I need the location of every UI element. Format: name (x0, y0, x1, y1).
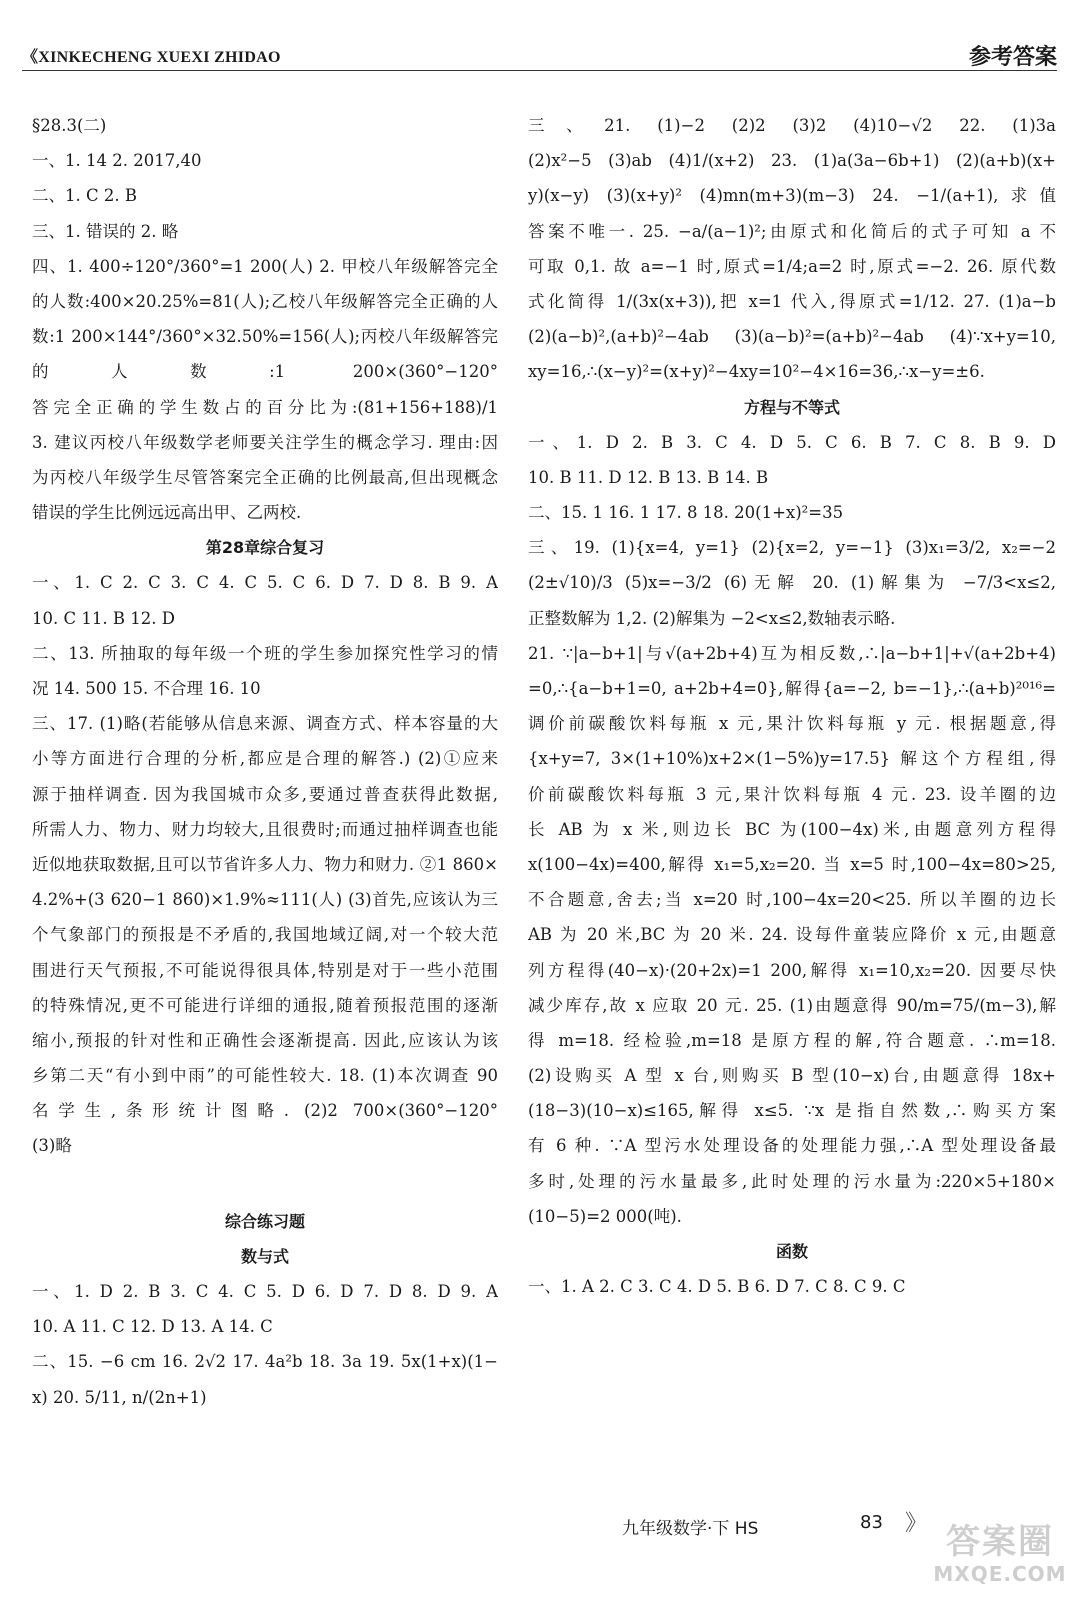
watermark (925, 1522, 1075, 1592)
answer-line: 答案不唯一. 25. −a/(a−1)²;由原式和化简后的式子可知 a 不 (528, 221, 1056, 241)
left-column (32, 108, 498, 1415)
answer-line: 长 AB 为 x 米,则边长 BC 为(100−4x)米,由题意列方程得 (528, 819, 1056, 839)
header-divider (22, 70, 1057, 71)
answer-line: 四、1. 400÷120°/360°=1 200(人) 2. 甲校八年级解答完全 (32, 256, 498, 276)
answer-line: 缩小,预报的针对性和正确性会逐渐提高. 因此,应该认为该 (32, 1030, 498, 1050)
answer-line: xy=16,∴(x−y)²=(x+y)²−4xy=10²−4×16=36,∴x−y=±6. (528, 362, 985, 382)
answer-line: 不合题意,舍去;当 x=20 时,100−4x=20<25. 所以羊圈的边长 (528, 890, 1056, 910)
chevron-right-icon: 》 (905, 1511, 928, 1536)
answer-line: 可取 0,1. 故 a=−1 时,原式=1/4;a=2 时,原式=−2. 26. 原代数 (528, 256, 1056, 276)
answer-line: 名学生,条形统计图略. (2)2 700×(360°−120° (32, 1101, 498, 1121)
answer-line: 式化简得 1/(3x(x+3)),把 x=1 代入,得原式=1/12. 27. (1)a−b (528, 291, 1056, 311)
page-number: 83 (860, 1512, 883, 1533)
answer-line: 围进行天气预报,不可能说得很具体,特别是对于一些小范围 (32, 960, 498, 980)
answer-line: 减少库存,故 x 应取 20 元. 25. (1)由题意得 90/m=75/(m−3),解 (528, 995, 1056, 1015)
answer-line: 10. A 11. C 12. D 13. A 14. C (32, 1317, 273, 1337)
answer-line: (3)略 (32, 1136, 72, 1156)
section-heading: 第28章综合复习 (205, 538, 325, 558)
answer-line: 21. ∵|a−b+1|与√(a+2b+4)互为相反数,∴|a−b+1|+√(a+2b+4) (528, 643, 1056, 663)
answer-line: 乡第二天“有小到中雨”的可能性较大. 18. (1)本次调查 90 (32, 1066, 498, 1086)
answer-line: 二、15. 1 16. 1 17. 8 18. 20(1+x)²=35 (528, 503, 844, 523)
answer-line: (2±√10)/3 (5)x=−3/2 (6)无解 20. (1)解集为 −7/3<x≤2, (528, 573, 1056, 593)
footer-grade: 九年级数学·下 HS (622, 1519, 759, 1539)
section-heading: 综合练习题 (224, 1211, 305, 1231)
answer-line: 三、1. 错误的 2. 略 (32, 221, 179, 241)
answer-line: 答完全正确的学生数占的百分比为:(81+156+188)/1 (32, 397, 498, 417)
answer-line: y)(x−y) (3)(x+y)² (4)mn(m+3)(m−3) 24. −1/(a+1),求值 (528, 186, 1056, 206)
answer-line: 价前碳酸饮料每瓶 3 元,果汁饮料每瓶 4 元. 23. 设羊圈的边 (528, 784, 1056, 804)
answer-line: 10. C 11. B 12. D (32, 608, 175, 628)
right-column (528, 108, 1056, 1304)
answer-line: x(100−4x)=400,解得 x₁=5,x₂=20. 当 x=5 时,100−4x=80>25, (528, 854, 1056, 874)
answer-line: 的人数:400×20.25%=81(人);乙校八年级解答完全正确的人 (32, 291, 498, 311)
watermark-text-bottom: MXQE.COM (933, 1562, 1067, 1586)
section-heading: 方程与不等式 (743, 397, 840, 417)
answer-line: 数:1 200×144°/360°×32.50%=156(人);丙校八年级解答完 (32, 327, 498, 347)
header-divider-slant (282, 46, 312, 71)
answer-line: 一、1. C 2. C 3. C 4. C 5. C 6. D 7. D 8. B 9. A (32, 573, 498, 593)
answer-line: 所需人力、物力、财力均较大,且很费时;而通过抽样调查也能 (32, 819, 498, 839)
answer-line: (18−3)(10−x)≤165,解得 x≤5. ∵x 是指自然数,∴购买方案 (528, 1101, 1056, 1121)
answer-line: 为丙校八年级学生尽管答案完全正确的比例最高,但出现概念 (32, 467, 498, 487)
answer-line: 源于抽样调查. 因为我国城市众多,要通过普查获得此数据, (32, 784, 498, 804)
answer-line: 小等方面进行合理的分析,都应是合理的解答.) (2)①应来 (32, 749, 498, 769)
answer-line: =0,∴{a−b+1=0, a+2b+4=0},解得{a=−2, b=−1},∴(a+b)²⁰¹⁶= (528, 679, 1056, 698)
answer-line: 一、1. A 2. C 3. C 4. D 5. B 6. D 7. C 8. C 9. C (528, 1277, 906, 1297)
answer-line: (10−5)=2 000(吨). (528, 1206, 682, 1226)
answer-line: 三、17. (1)略(若能够从信息来源、调查方式、样本容量的大 (32, 714, 498, 734)
answer-line: 10. B 11. D 12. B 13. B 14. B (528, 467, 769, 487)
answer-line: 3. 建议丙校八年级数学老师要关注学生的概念学习. 理由:因 (32, 432, 498, 452)
answer-line: 有 6 种. ∵A 型污水处理设备的处理能力强,∴A 型处理设备最 (528, 1136, 1056, 1156)
answer-line: (2)设购买 A 型 x 台,则购买 B 型(10−x)台,由题意得 18x+ (528, 1066, 1056, 1086)
answer-line: 况 14. 500 15. 不合理 16. 10 (32, 679, 261, 698)
answer-line (32, 1164, 498, 1204)
answer-line: 调价前碳酸饮料每瓶 x 元,果汁饮料每瓶 y 元. 根据题意,得 (528, 714, 1056, 734)
section-heading: 数与式 (240, 1246, 289, 1266)
answer-line: {x+y=7, 3×(1+10%)x+2×(1−5%)y=17.5} 解这个方程组,得 (528, 749, 1056, 769)
answer-line: 4.2%+(3 620−1 860)×1.9%≈111(人) (3)首先,应该认为三 (32, 890, 498, 910)
answer-line: 近似地获取数据,且可以节省许多人力、物力和财力. ②1 860× (32, 854, 498, 874)
answer-line: 二、13. 所抽取的每年级一个班的学生参加探究性学习的情 (32, 643, 498, 663)
answer-line: (2)x²−5 (3)ab (4)1/(x+2) 23. (1)a(3a−6b+1) (2)(a+b)(x+ (528, 151, 1056, 171)
answer-line: 一、1. D 2. B 3. C 4. C 5. D 6. D 7. D 8. D 9. A (32, 1282, 498, 1301)
answer-line: x) 20. 5/11, n/(2n+1) (32, 1387, 207, 1407)
answer-line: §28.3(二) (32, 116, 107, 135)
answer-line: 二、15. −6 cm 16. 2√2 17. 4a²b 18. 3a 19. 5x(1+x)(1− (32, 1352, 498, 1372)
answer-line: 得 m=18. 经检验,m=18 是原方程的解,符合题意. ∴m=18. (528, 1030, 1056, 1050)
answer-line: 的人数:1 200×(360°−120° (32, 362, 498, 382)
answer-line: 三、19. (1){x=4, y=1} (2){x=2, y=−1} (3)x₁=3/2, x₂=−2 (528, 538, 1056, 558)
answer-line: 多时,处理的污水量最多,此时处理的污水量为:220×5+180× (528, 1171, 1056, 1191)
answer-line: 错误的学生比例远远高出甲、乙两校. (32, 503, 302, 523)
watermark-text-top: 答案圈 (946, 1522, 1054, 1562)
answer-line: (2)(a−b)²,(a+b)²−4ab (3)(a−b)²=(a+b)²−4ab (4)∵x+y=10, (528, 327, 1056, 347)
answer-line: 二、1. C 2. B (32, 186, 137, 206)
answer-line: 一、1. D 2. B 3. C 4. D 5. C 6. B 7. C 8. B 9. D (528, 432, 1056, 452)
section-heading: 函数 (775, 1242, 808, 1261)
page-title: 参考答案 (968, 45, 1057, 70)
answer-line: 个气象部门的预报是不矛盾的,我国地域辽阔,对一个较大范 (32, 925, 498, 945)
answer-line: 一、1. 14 2. 2017,40 (32, 151, 202, 171)
answer-line: 的特殊情况,更不可能进行详细的通报,随着预报范围的逐渐 (32, 995, 498, 1015)
answer-line: 三、21. (1)−2 (2)2 (3)2 (4)10−√2 22. (1)3a (528, 116, 1056, 135)
answer-line: 列方程得(40−x)·(20+2x)=1 200,解得 x₁=10,x₂=20. 因要尽快 (528, 960, 1056, 980)
answer-line: AB 为 20 米,BC 为 20 米. 24. 设每件童装应降价 x 元,由题意 (528, 925, 1056, 945)
answer-line: 正整数解为 1,2. (2)解集为 −2<x≤2,数轴表示略. (528, 608, 896, 628)
header-brand: 《XINKECHENG XUEXI ZHIDAO (22, 49, 281, 66)
